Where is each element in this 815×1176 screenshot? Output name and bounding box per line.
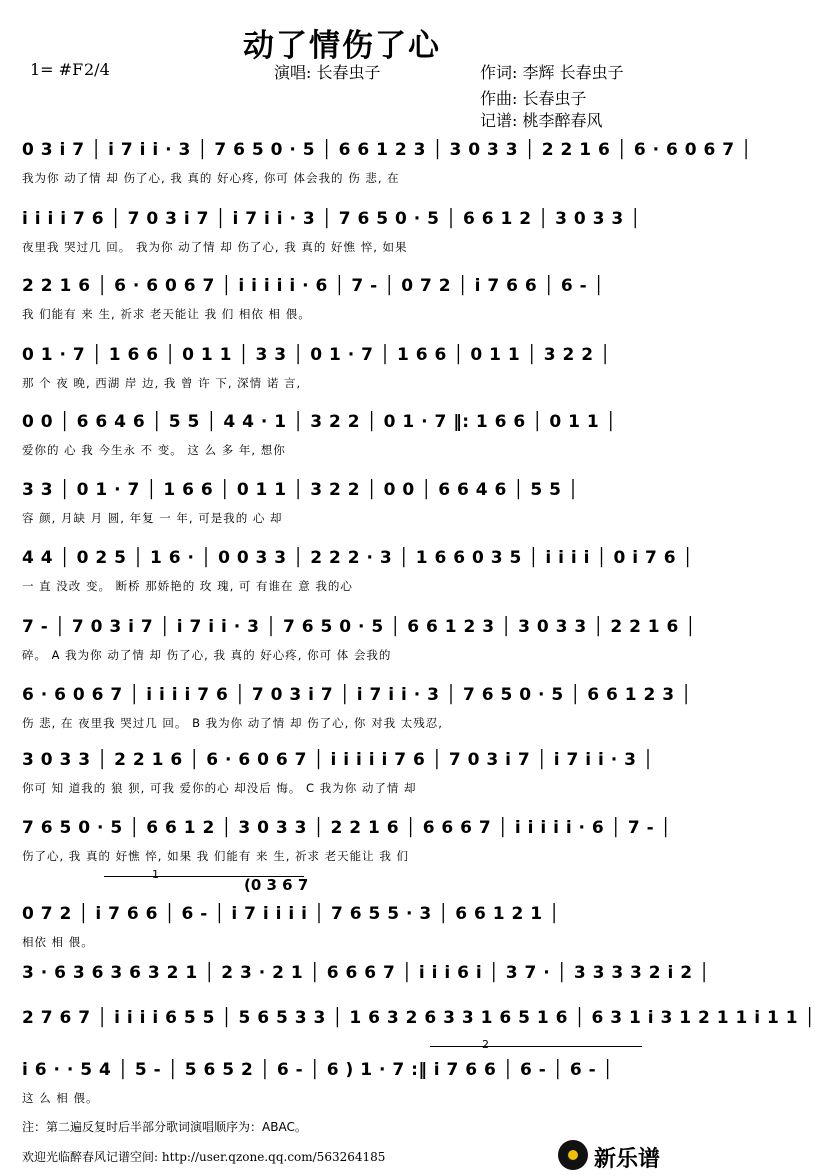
intro-marker: (0 3 6 7 — [244, 876, 309, 894]
row-lyrics: 你可 知 道我的 狼 狈, 可我 爱你的心 却没后 悔。 C 我为你 动了情 却 — [22, 781, 417, 795]
row-notes: 0 7 2 │ i 7 6 6 │ 6 - │ i 7 i i i i │ 7 6 5 5 · 3 │ 6 6 1 2 1 │ — [22, 904, 560, 924]
row-notes: i i i i 7 6 │ 7 0 3 i 7 │ i 7 i i · 3 │ 7 6 5 0 · 5 │ 6 6 1 2 │ 3 0 3 3 │ — [22, 209, 641, 229]
row-notes: 0 1 · 7 │ 1 6 6 │ 0 1 1 │ 3 3 │ 0 1 · 7 │ 1 6 6 │ 0 1 1 │ 3 2 2 │ — [22, 345, 611, 365]
row-lyrics: 相依 相 偎。 — [22, 935, 94, 949]
row-lyrics: 容 颜, 月缺 月 圆, 年复 一 年, 可是我的 心 却 — [22, 511, 283, 525]
row-notes: 4 4 │ 0 2 5 │ 1 6 · │ 0 0 3 3 │ 2 2 2 · 3 │ 1 6 6 0 3 5 │ i i i i │ 0 i 7 6 │ — [22, 548, 694, 568]
row-notes: 0 3 i 7 │ i 7 i i · 3 │ 7 6 5 0 · 5 │ 6 6 1 2 3 │ 3 0 3 3 │ 2 2 1 6 │ 6 · 6 0 6 7 │ — [22, 140, 752, 160]
row-lyrics: 一 直 没改 变。 断桥 那娇艳的 玫 瑰, 可 有谁在 意 我的心 — [22, 579, 353, 593]
row-notes: 2 7 6 7 │ i i i i 6 5 5 │ 5 6 5 3 3 │ 1 6 3 2 6 3 3 1 6 5 1 6 │ 6 3 1 i 3 1 2 1 1 i 1 1 │ — [22, 1008, 815, 1028]
logo-text: 新乐谱 — [594, 1147, 661, 1172]
performance-note: 注：第二遍反复时后半部分歌词演唱顺序为：ABAC。 — [22, 1120, 307, 1134]
row-lyrics: 我 们能有 来 生, 祈求 老天能让 我 们 相依 相 偎。 — [22, 307, 311, 321]
footer-credit: 欢迎光临醉春风记谱空间: http://user.qzone.qq.com/563264185 — [22, 1150, 386, 1164]
singer: 演唱: 长春虫子 — [274, 63, 381, 82]
row-notes: 2 2 1 6 │ 6 · 6 0 6 7 │ i i i i i · 6 │ 7 - │ 0 7 2 │ i 7 6 6 │ 6 - │ — [22, 276, 605, 296]
composer: 作曲: 长春虫子 — [480, 89, 587, 108]
volta-1-label: 1 — [152, 868, 159, 881]
row-notes: 3 3 │ 0 1 · 7 │ 1 6 6 │ 0 1 1 │ 3 2 2 │ 0 0 │ 6 6 4 6 │ 5 5 │ — [22, 480, 579, 500]
key-signature: 1= #F — [30, 60, 84, 79]
row-notes: 3 · 6 3 6 3 6 3 2 1 │ 2 3 · 2 1 │ 6 6 6 7 │ i i i 6 i │ 3 7 · │ 3 3 3 3 2 i 2 │ — [22, 963, 710, 983]
row-lyrics: 碎。 A 我为你 动了情 却 伤了心, 我 真的 好心疼, 你可 体 会我的 — [22, 648, 392, 662]
row-lyrics: 伤 悲, 在 夜里我 哭过几 回。 B 我为你 动了情 却 伤了心, 你 对我 太残忍, — [22, 716, 443, 730]
page-title: 动了情伤了心 — [243, 28, 441, 64]
row-notes: 0 0 │ 6 6 4 6 │ 5 5 │ 4 4 · 1 │ 3 2 2 │ 0 1 · 7 ‖: 1 6 6 │ 0 1 1 │ — [22, 412, 617, 432]
transcriber: 记谱: 桃李醉春风 — [480, 111, 603, 130]
row-notes: 3 0 3 3 │ 2 2 1 6 │ 6 · 6 0 6 7 │ i i i i i 7 6 │ 7 0 3 i 7 │ i 7 i i · 3 │ — [22, 750, 654, 770]
row-notes: 7 6 5 0 · 5 │ 6 6 1 2 │ 3 0 3 3 │ 2 2 1 6 │ 6 6 6 7 │ i i i i i · 6 │ 7 - │ — [22, 818, 672, 838]
row-lyrics: 我为你 动了情 却 伤了心, 我 真的 好心疼, 你可 体会我的 伤 悲, 在 — [22, 171, 400, 185]
row-lyrics: 爱你的 心 我 今生永 不 变。 这 么 多 年, 想你 — [22, 443, 286, 457]
row-notes: 6 · 6 0 6 7 │ i i i i 7 6 │ 7 0 3 i 7 │ i 7 i i · 3 │ 7 6 5 0 · 5 │ 6 6 1 2 3 │ — [22, 685, 692, 705]
row-lyrics: 这 么 相 偎。 — [22, 1091, 99, 1105]
volta-2-label: 2 — [482, 1038, 489, 1051]
row-notes: 7 - │ 7 0 3 i 7 │ i 7 i i · 3 │ 7 6 5 0 · 5 │ 6 6 1 2 3 │ 3 0 3 3 │ 2 2 1 6 │ — [22, 617, 697, 637]
time-signature: 2/4 — [84, 60, 110, 79]
row-lyrics: 伤了心, 我 真的 好憔 悴, 如果 我 们能有 来 生, 祈求 老天能让 我 们 — [22, 849, 409, 863]
brand-logo — [558, 1140, 678, 1172]
volta-bracket-2 — [430, 1046, 642, 1047]
row-lyrics: 夜里我 哭过几 回。 我为你 动了情 却 伤了心, 我 真的 好憔 悴, 如果 — [22, 240, 408, 254]
lyricist: 作词: 李辉 长春虫子 — [480, 63, 624, 82]
record-icon — [558, 1140, 588, 1170]
row-notes: i 6 · · 5 4 │ 5 - │ 5 6 5 2 │ 6 - │ 6 ) 1 · 7 :‖ i 7 6 6 │ 6 - │ 6 - │ — [22, 1060, 614, 1080]
row-lyrics: 那 个 夜 晚, 西湖 岸 边, 我 曾 许 下, 深情 诺 言, — [22, 376, 302, 390]
